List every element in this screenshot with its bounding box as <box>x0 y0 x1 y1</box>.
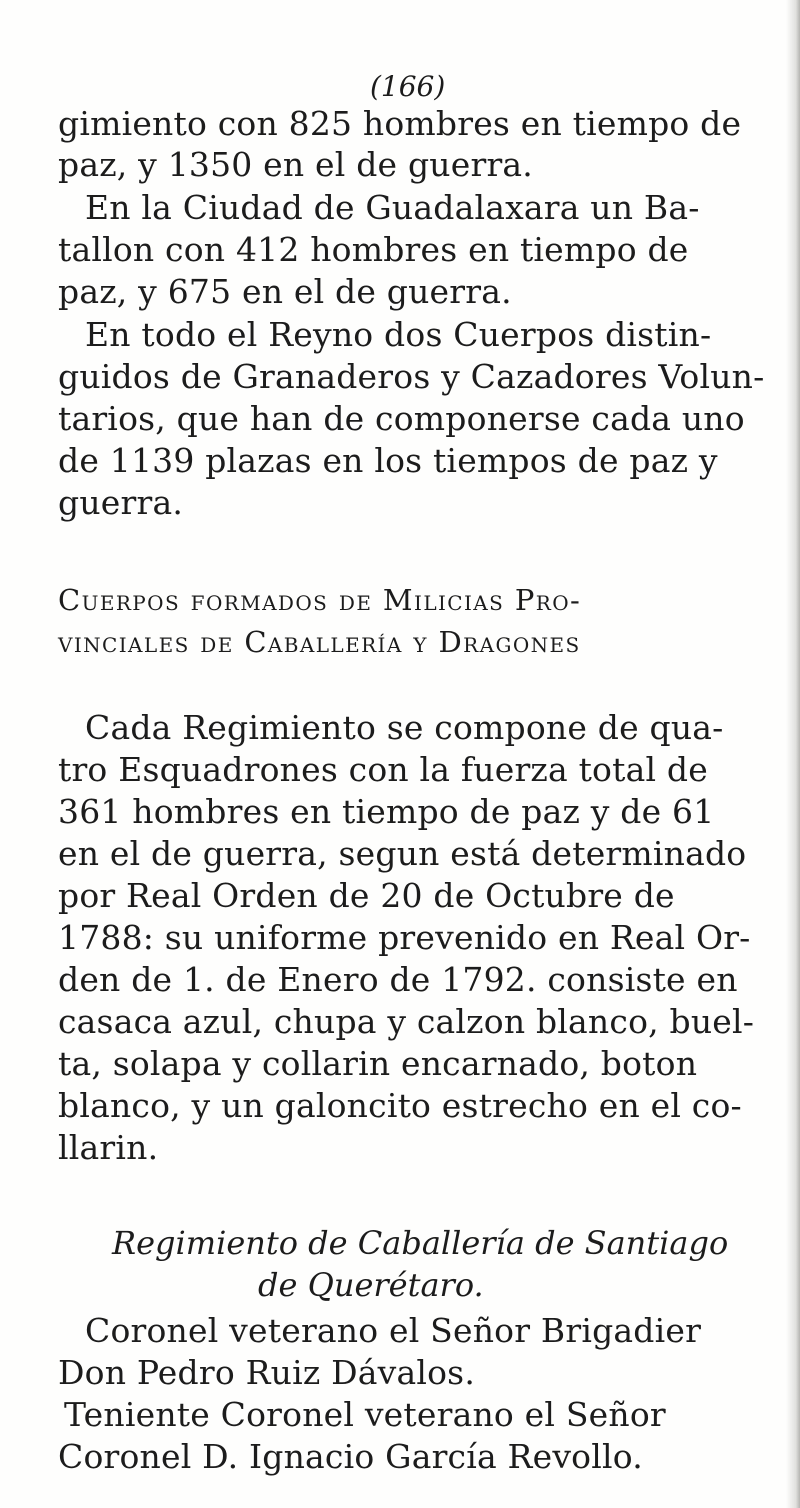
text-line: 1788: su uniforme prevenido en Real Or- <box>58 918 751 957</box>
regiment-heading-line: Regimiento de Caballería de Santiago <box>112 1224 729 1262</box>
text-line: por Real Orden de 20 de Octubre de <box>58 876 675 915</box>
text-line: paz, y 675 en el de guerra. <box>58 272 512 311</box>
text-line: Cada Regimiento se compone de qua- <box>85 708 724 747</box>
section-heading-line: Cuerpos formados de Milicias Pro- <box>58 583 582 617</box>
page-number: (166) <box>370 70 446 103</box>
page-edge-shadow <box>786 0 800 1508</box>
text-line: en el de guerra, segun está determinado <box>58 834 747 873</box>
text-line: gimiento con 825 hombres en tiempo de <box>58 104 742 143</box>
text-line: En todo el Reyno dos Cuerpos distin- <box>85 315 712 354</box>
text-line: blanco, y un galoncito estrecho en el co- <box>58 1086 742 1125</box>
text-line: tro Esquadrones con la fuerza total de <box>58 750 708 789</box>
text-line: paz, y 1350 en el de guerra. <box>58 145 533 184</box>
text-line: de 1139 plazas en los tiempos de paz y <box>58 441 718 480</box>
text-line: llarin. <box>58 1128 159 1167</box>
text-line: casaca azul, chupa y calzon blanco, buel- <box>58 1002 755 1041</box>
text-line: Don Pedro Ruiz Dávalos. <box>58 1353 476 1392</box>
text-line: den de 1. de Enero de 1792. consiste en <box>58 960 738 999</box>
text-line: Teniente Coronel veterano el Señor <box>64 1395 666 1434</box>
text-line: tallon con 412 hombres en tiempo de <box>58 230 689 269</box>
text-line: guidos de Granaderos y Cazadores Volun- <box>58 357 765 396</box>
text-line: tarios, que han de componerse cada uno <box>58 399 745 438</box>
text-line: Coronel veterano el Señor Brigadier <box>85 1311 702 1350</box>
text-line: ta, solapa y collarin encarnado, boton <box>58 1044 698 1083</box>
regiment-heading-line: de Querétaro. <box>258 1266 484 1304</box>
text-line: guerra. <box>58 483 184 522</box>
text-line: 361 hombres en tiempo de paz y de 61 <box>58 792 715 831</box>
section-heading-line: vinciales de Caballería y Dragones <box>58 625 581 659</box>
text-line: En la Ciudad de Guadalaxara un Ba- <box>85 188 700 227</box>
text-line: Coronel D. Ignacio García Revollo. <box>58 1437 643 1476</box>
